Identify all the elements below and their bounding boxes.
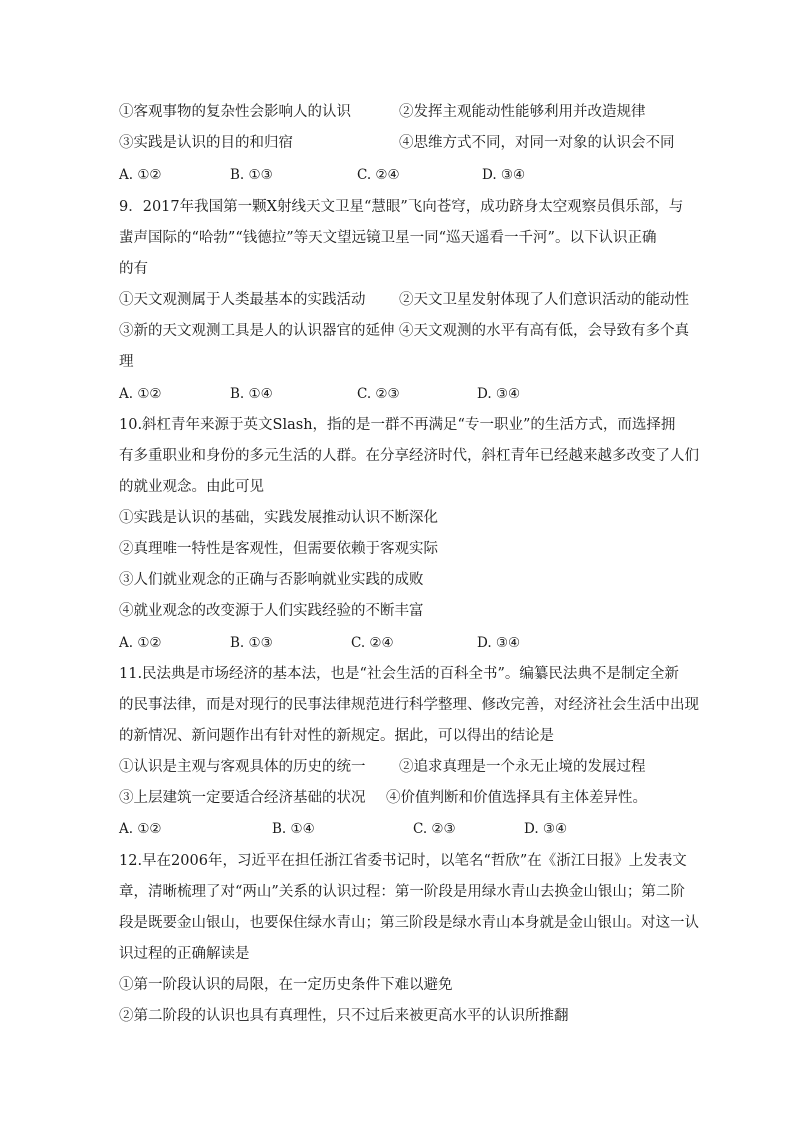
q11-option-d: D. ③④ — [524, 821, 568, 837]
q10-option-b: B. ①③ — [230, 635, 273, 651]
q9-statement-4: ④天文观测的水平有高有低，会导致有多个真 — [399, 323, 689, 339]
q12-stem-line-4: 识过程的正确解读是 — [119, 946, 250, 962]
q8-statement-3: ③实践是认识的目的和归宿 — [119, 135, 293, 151]
q9-statement-2: ②天文卫星发射体现了人们意识活动的能动性 — [399, 292, 689, 308]
q12-stem-line-2: 章，清晰梳理了对“两山”关系的认识过程：第一阶段是用绿水青山去换金山银山；第二阶 — [119, 884, 685, 900]
q10-stem-line-2: 有多重职业和身份的多元生活的人群。在分享经济时代，斜杠青年已经越来越多改变了人们 — [119, 448, 699, 464]
q10-statement-3: ③人们就业观念的正确与否影响就业实践的成败 — [119, 572, 424, 588]
q11-statement-1: ①认识是主观与客观具体的历史的统一 — [119, 759, 366, 775]
q9-statement-4-continued: 理 — [119, 354, 134, 370]
q11-statement-3: ③上层建筑一定要适合经济基础的状况 — [119, 790, 366, 806]
q10-statement-2: ②真理唯一特性是客观性，但需要依赖于客观实际 — [119, 541, 438, 557]
q8-option-b: B. ①③ — [230, 167, 273, 183]
q11-statement-2: ②追求真理是一个永无止境的发展过程 — [399, 759, 646, 775]
q10-statement-1: ①实践是认识的基础，实践发展推动认识不断深化 — [119, 510, 438, 526]
q9-statement-1: ①天文观测属于人类最基本的实践活动 — [119, 292, 366, 308]
q10-statement-4: ④就业观念的改变源于人们实践经验的不断丰富 — [119, 603, 424, 619]
q9-option-d: D. ③④ — [477, 386, 521, 402]
q10-option-a: A. ①② — [119, 635, 162, 651]
q11-stem-line-3: 的新情况、新问题作出有针对性的新规定。据此，可以得出的结论是 — [119, 728, 554, 744]
q9-stem-line-1: 9．2017年我国第一颗X射线天文卫星“慧眼”飞向苍穹，成功跻身太空观察员俱乐部，与 — [119, 199, 684, 215]
q10-stem-line-3: 的就业观念。由此可见 — [119, 479, 264, 495]
q11-statement-4: ④价值判断和价值选择具有主体差异性。 — [386, 790, 647, 806]
q9-stem-line-3: 的有 — [119, 261, 148, 277]
q8-option-a: A. ①② — [119, 167, 162, 183]
q12-statement-1: ①第一阶段认识的局限，在一定历史条件下难以避免 — [119, 977, 453, 993]
q8-statement-2: ②发挥主观能动性能够利用并改造规律 — [399, 104, 646, 120]
q11-stem-line-1: 11.民法典是市场经济的基本法，也是“社会生活的百科全书”。编纂民法典不是制定全新 — [119, 666, 679, 682]
q11-stem-line-2: 的民事法律，而是对现行的民事法律规范进行科学整理、修改完善，对经济社会生活中出现 — [119, 697, 699, 713]
q11-option-a: A. ①② — [119, 821, 162, 837]
q11-option-c: C. ②③ — [413, 821, 456, 837]
q12-statement-2: ②第二阶段的认识也具有真理性，只不过后来被更高水平的认识所推翻 — [119, 1008, 569, 1024]
q8-option-d: D. ③④ — [482, 167, 526, 183]
q9-stem-line-2: 蜚声国际的“哈勃”“钱德拉”等天文望远镜卫星一同“巡天遥看一千河”。以下认识正确 — [119, 230, 657, 246]
q9-option-a: A. ①② — [119, 386, 162, 402]
q9-statement-3: ③新的天文观测工具是人的认识器官的延伸 — [119, 323, 395, 339]
q8-statement-1: ①客观事物的复杂性会影响人的认识 — [119, 104, 351, 120]
q9-option-b: B. ①④ — [230, 386, 273, 402]
q8-statement-4: ④思维方式不同，对同一对象的认识会不同 — [399, 135, 675, 151]
q10-option-c: C. ②④ — [351, 635, 394, 651]
q9-option-c: C. ②③ — [357, 386, 400, 402]
q11-option-b: B. ①④ — [272, 821, 315, 837]
q12-stem-line-3: 段是既要金山银山，也要保住绿水青山；第三阶段是绿水青山本身就是金山银山。对这一认 — [119, 915, 699, 931]
q8-option-c: C. ②④ — [357, 167, 400, 183]
q12-stem-line-1: 12.早在2006年，习近平在担任浙江省委书记时，以笔名“哲欣”在《浙江日报》上发表文 — [119, 853, 687, 869]
q10-option-d: D. ③④ — [477, 635, 521, 651]
q10-stem-line-1: 10.斜杠青年来源于英文Slash，指的是一群不再满足“专一职业”的生活方式，而选择拥 — [119, 417, 676, 433]
